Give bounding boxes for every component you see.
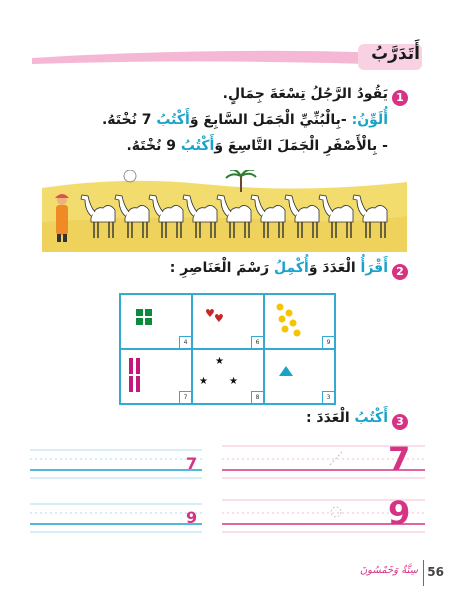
svg-text:♥: ♥	[205, 307, 215, 320]
ex2-rest: رَسْمَ الْعَنَاصِرِ :	[169, 260, 274, 276]
digit-nine-small: 9	[186, 508, 198, 527]
ex3-rest: الْعَدَدَ :	[305, 410, 355, 426]
exercise-3-instruction	[306, 410, 388, 426]
line-2-end: 7 نُخْتَهُ.	[101, 112, 157, 128]
svg-text:★: ★	[215, 356, 224, 367]
read-word: أَقْرَأُ	[360, 260, 388, 276]
cell-pink-bars	[120, 349, 192, 404]
complete-word: أُكْمِلُ	[274, 260, 309, 276]
count-table	[119, 293, 336, 405]
camel-desert-illustration	[42, 170, 407, 252]
exercise-1-line-2	[102, 112, 388, 128]
color-word: أُلَوِّنُ:	[351, 112, 388, 128]
line-3-text: - بِالْأَصْفَرِ الْجَمَلَ التَّاسِعَ وَ	[214, 138, 388, 154]
writing-row-cyan-top	[30, 450, 202, 478]
count-box: 6	[251, 336, 263, 348]
count-box: 3	[322, 391, 334, 403]
page-number-words: سِتَّةٌ وَخَمْسُونَ	[359, 565, 418, 576]
write-word-2: أَكْتُبُ	[180, 138, 215, 154]
write-word-3: أَكْتُبُ	[354, 410, 388, 426]
header-banner	[32, 44, 422, 72]
handwriting-lines	[30, 440, 425, 540]
digit-seven-large: 7	[388, 440, 411, 478]
footer-divider	[423, 560, 424, 586]
count-box: 4	[179, 336, 191, 348]
cell-green-squares	[120, 294, 192, 349]
exercise-1-number: 1	[392, 90, 408, 106]
svg-text:★: ★	[199, 376, 208, 387]
writing-row-cyan-bottom	[30, 504, 202, 532]
write-word: أَكْتُبُ	[156, 112, 190, 128]
svg-text:★: ★	[229, 376, 238, 387]
exercise-1-line-1: يَقُودُ الرَّجُلُ تِسْعَةَ جِمَالٍ.	[222, 86, 388, 102]
exercise-2-number: 2	[392, 264, 408, 280]
ex2-mid: الْعَدَدَ وَ	[308, 260, 361, 276]
cell-red-hearts	[192, 294, 264, 349]
svg-text:♥: ♥	[214, 312, 224, 325]
cell-blue-triangle	[264, 349, 335, 404]
count-box: 7	[179, 391, 191, 403]
exercise-3-number: 3	[392, 414, 408, 430]
cell-yellow-circles	[264, 294, 335, 349]
count-box: 8	[251, 391, 263, 403]
cell-black-stars	[192, 349, 264, 404]
digit-nine-large: 9	[388, 494, 411, 532]
page-number: 56	[427, 565, 444, 579]
digit-seven-small: 7	[186, 454, 198, 473]
line-3-end: 9 نُخْتَهُ.	[126, 138, 181, 154]
exercise-2-instruction	[170, 260, 388, 276]
exercise-1-line-3	[126, 138, 388, 154]
page-title: أَتَدَرَّبُ	[371, 44, 420, 64]
count-box: 9	[322, 336, 334, 348]
line-2-text: -بِالْبُنِّيِّ الْجَمَلَ السَّابِعَ وَ	[189, 112, 347, 128]
